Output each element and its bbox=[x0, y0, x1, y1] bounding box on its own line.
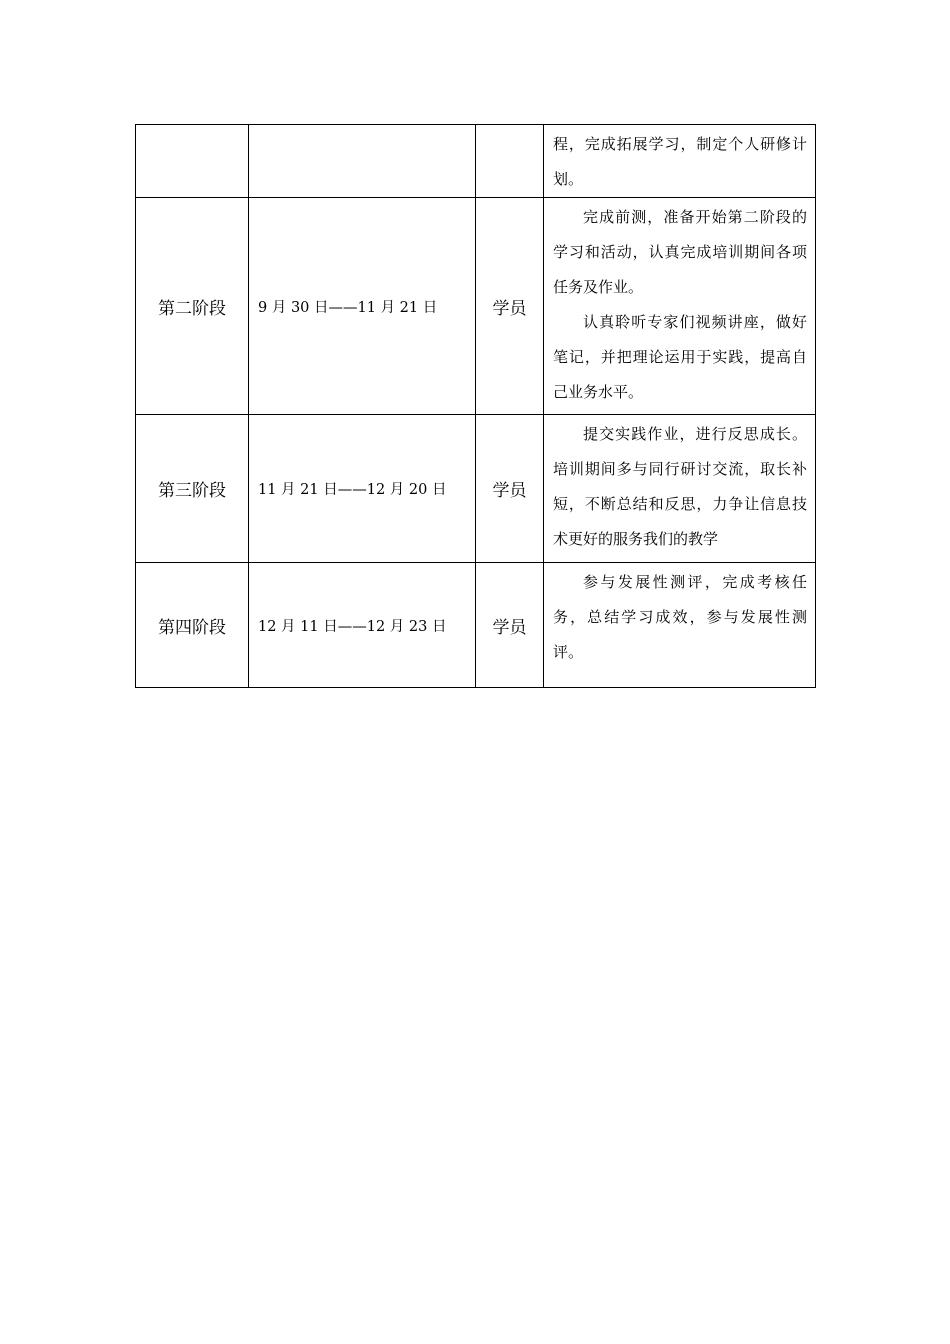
stage-cell: 第三阶段 bbox=[136, 415, 249, 563]
description-paragraph: 完成前测，准备开始第二阶段的学习和活动，认真完成培训期间各项任务及作业。 bbox=[553, 208, 807, 296]
table-row bbox=[136, 198, 816, 415]
table-row bbox=[136, 415, 816, 563]
description-cell bbox=[544, 198, 816, 415]
description-paragraph: 参与发展性测评，完成考核任务，总结学习成效，参与发展性测评。 bbox=[553, 573, 807, 661]
description-cell bbox=[544, 415, 816, 563]
role-cell: 学员 bbox=[476, 198, 544, 415]
description-cell bbox=[544, 563, 816, 688]
dates-cell: 12 月 11 日——12 月 23 日 bbox=[249, 563, 476, 688]
role-cell: 学员 bbox=[476, 563, 544, 688]
table-row bbox=[136, 125, 816, 198]
stage-cell bbox=[136, 125, 249, 198]
description-paragraph: 认真聆听专家们视频讲座，做好笔记，并把理论运用于实践，提高自己业务水平。 bbox=[553, 313, 807, 401]
role-cell bbox=[476, 125, 544, 198]
dates-cell bbox=[249, 125, 476, 198]
training-schedule-table bbox=[135, 124, 816, 688]
description-paragraph: 提交实践作业，进行反思成长。培训期间多与同行研讨交流，取长补短，不断总结和反思，力争让信息技术更好的服务我们的教学 bbox=[553, 425, 807, 548]
description-paragraph: 程，完成拓展学习，制定个人研修计划。 bbox=[553, 135, 807, 188]
dates-cell: 11 月 21 日——12 月 20 日 bbox=[249, 415, 476, 563]
stage-cell: 第四阶段 bbox=[136, 563, 249, 688]
description-cell bbox=[544, 125, 816, 198]
stage-cell: 第二阶段 bbox=[136, 198, 249, 415]
dates-cell: 9 月 30 日——11 月 21 日 bbox=[249, 198, 476, 415]
table-row bbox=[136, 563, 816, 688]
role-cell: 学员 bbox=[476, 415, 544, 563]
